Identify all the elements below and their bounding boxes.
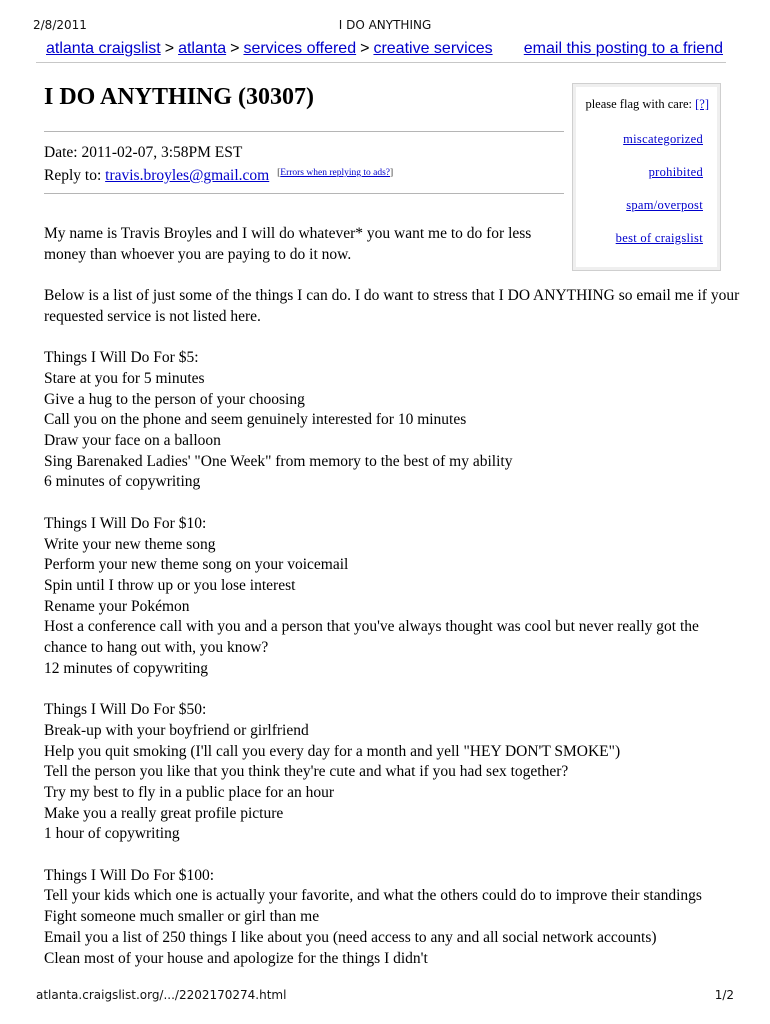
list-item: Fight someone much smaller or girl than me xyxy=(44,908,320,926)
breadcrumb-atlanta[interactable]: atlanta xyxy=(178,40,227,57)
posting-title: I DO ANYTHING (30307) xyxy=(44,84,315,110)
price-section-100 xyxy=(44,866,744,970)
breadcrumb-services-offered[interactable]: services offered xyxy=(243,40,357,57)
price-section-50 xyxy=(44,700,744,845)
reply-line xyxy=(44,163,393,186)
list-item: 6 minutes of copywriting xyxy=(44,473,201,491)
posting-paragraph: Below is a list of just some of the things I can do. I do want to stress that I DO ANYTHING so email me if your requested service is not listed here. xyxy=(44,287,740,325)
list-item: Email you a list of 250 things I like about you (need access to any and all social network accounts) xyxy=(44,928,657,946)
flag-miscategorized-link[interactable]: miscategorized xyxy=(623,132,703,146)
print-date: 2/8/2011 xyxy=(33,18,87,32)
print-title: I DO ANYTHING xyxy=(338,18,432,32)
section-heading: Things I Will Do For $50: xyxy=(44,701,207,719)
flag-box-label: please flag with care: xyxy=(585,97,692,111)
breadcrumb xyxy=(46,40,493,58)
list-item: Try my best to fly in a public place for an hour xyxy=(44,783,334,801)
list-item: Write your new theme song xyxy=(44,535,216,553)
reply-email-link[interactable]: travis.broyles@gmail.com xyxy=(105,167,270,184)
errors-close-bracket: ] xyxy=(390,168,394,178)
section-heading: Things I Will Do For $10: xyxy=(44,514,207,532)
list-item: Give a hug to the person of your choosing xyxy=(44,390,305,408)
list-item: Sing Barenaked Ladies' "One Week" from memory to the best of my ability xyxy=(44,452,513,470)
list-item: Break-up with your boyfriend or girlfriend xyxy=(44,721,309,739)
errors-help xyxy=(277,168,393,178)
print-url: atlanta.craigslist.org/.../2202170274.html xyxy=(36,988,287,1002)
price-section-5 xyxy=(44,348,744,493)
list-item: Draw your face on a balloon xyxy=(44,432,221,449)
list-item: Help you quit smoking (I'll call you every day for a month and yell "HEY DON'T SMOKE") xyxy=(44,742,621,760)
breadcrumb-atlanta-craigslist[interactable]: atlanta craigslist xyxy=(46,40,161,57)
breadcrumb-creative-services[interactable]: creative services xyxy=(373,40,493,57)
price-section-10 xyxy=(44,514,744,680)
list-item: 1 hour of copywriting xyxy=(44,825,180,843)
breadcrumb-separator: > xyxy=(360,40,370,57)
breadcrumb-bar xyxy=(36,38,726,63)
list-item: Tell the person you like that you think they're cute and what if you had sex together? xyxy=(44,763,569,781)
errors-open-bracket: [ xyxy=(277,168,281,178)
flag-best-of-craigslist-link[interactable]: best of craigslist xyxy=(615,231,703,245)
errors-help-link[interactable]: Errors when replying to ads? xyxy=(280,168,391,178)
page-number: 1/2 xyxy=(714,988,734,1002)
flag-spam-overpost-link[interactable]: spam/overpost xyxy=(626,198,703,212)
reply-label: Reply to: xyxy=(44,167,102,184)
print-footer xyxy=(36,988,734,1004)
posting-meta xyxy=(44,142,393,186)
flag-prohibited-link[interactable]: prohibited xyxy=(648,165,703,179)
list-item: 12 minutes of copywriting xyxy=(44,659,209,677)
breadcrumb-separator: > xyxy=(164,40,175,57)
list-item: Tell your kids which one is actually your favorite, and what the others could do to improve their standings xyxy=(44,887,702,905)
flag-help-link[interactable]: [?] xyxy=(695,97,709,111)
list-item: Make you a really great profile picture xyxy=(44,804,284,822)
divider xyxy=(44,193,564,194)
list-item: Host a conference call with you and a person that you've always thought was cool but never really got the chance to hang out with, you know? xyxy=(44,618,699,657)
list-item: Spin until I throw up or you lose interest xyxy=(44,576,296,594)
section-heading: Things I Will Do For $100: xyxy=(44,866,215,884)
breadcrumb-separator: > xyxy=(230,40,240,57)
list-item: Perform your new theme song on your voicemail xyxy=(44,556,349,574)
section-heading: Things I Will Do For $5: xyxy=(44,349,199,367)
posting-date: Date: 2011-02-07, 3:58PM EST xyxy=(44,144,243,161)
list-item: Stare at you for 5 minutes xyxy=(44,369,205,387)
list-item: Clean most of your house and apologize for the things I didn't xyxy=(44,949,428,967)
list-item: Call you on the phone and seem genuinely interested for 10 minutes xyxy=(44,411,467,429)
email-posting-link[interactable]: email this posting to a friend xyxy=(523,40,723,57)
flag-box-title xyxy=(585,97,709,112)
posting-intro: My name is Travis Broyles and I will do whatever* you want me to do for less money than whoever you are paying to do it now. xyxy=(44,225,532,263)
print-header xyxy=(33,18,737,34)
list-item: Rename your Pokémon xyxy=(44,597,190,615)
divider xyxy=(44,131,564,132)
posting-body xyxy=(44,224,744,990)
